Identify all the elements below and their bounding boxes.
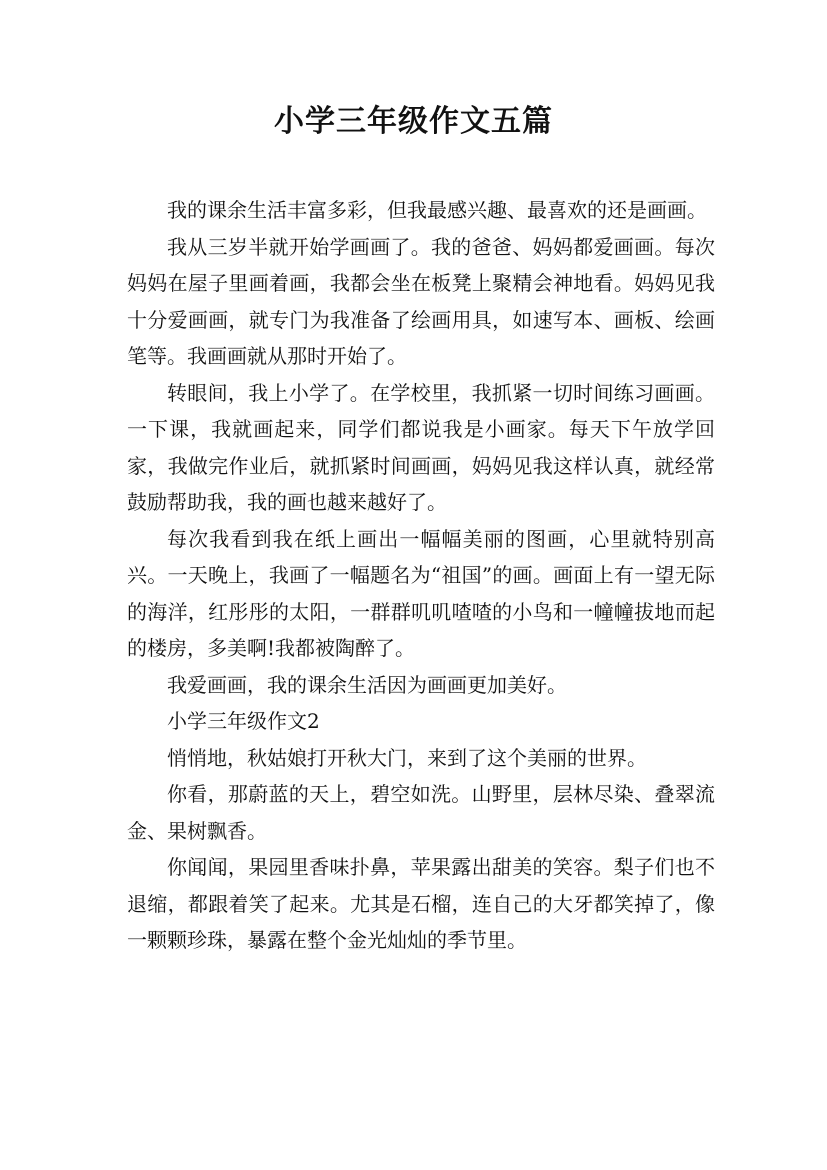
paragraph-6: 悄悄地，秋姑娘打开秋大门，来到了这个美丽的世界。 xyxy=(167,745,647,770)
paragraph-5: 我爱画画，我的课余生活因为画画更加美好。 xyxy=(167,672,567,697)
paragraph-4: 每次我看到我在纸上画出一幅幅美丽的图画，心里就特别高兴。一天晚上，我画了一幅题名为“祖国”的画。画面上有一望无际的海洋，红彤彤的太阳，一群群叽叽喳喳的小鸟和一幢幢拔地而起的楼房，多美啊!我都被陶醉了。 xyxy=(127,526,715,660)
paragraph-7: 你看，那蔚蓝的天上，碧空如洗。山野里，层林尽染、叠翠流金、果树飘香。 xyxy=(127,782,715,843)
section-heading-essay-2: 小学三年级作文2 xyxy=(167,709,320,733)
paragraph-1: 我的课余生活丰富多彩，但我最感兴趣、最喜欢的还是画画。 xyxy=(167,198,707,222)
document-title: 小学三年级作文五篇 xyxy=(274,104,553,139)
paragraph-2: 我从三岁半就开始学画画了。我的爸爸、妈妈都爱画画。每次妈妈在屋子里画着画，我都会坐在板凳上聚精会神地看。妈妈见我十分爱画画，就专门为我准备了绘画用具，如速写本、画板、绘画笔等。我画画就从那时开始了。 xyxy=(127,234,715,368)
paragraph-3: 转眼间，我上小学了。在学校里，我抓紧一切时间练习画画。一下课，我就画起来，同学们都说我是小画家。每天下午放学回家，我做完作业后，就抓紧时间画画，妈妈见我这样认真，就经常鼓励帮助我，我的画也越来越好了。 xyxy=(127,380,715,514)
document-body xyxy=(127,192,715,959)
paragraph-8: 你闻闻，果园里香味扑鼻，苹果露出甜美的笑容。梨子们也不退缩，都跟着笑了起来。尤其是石榴，连自己的大牙都笑掉了，像一颗颗珍珠，暴露在整个金光灿灿的季节里。 xyxy=(127,855,715,952)
